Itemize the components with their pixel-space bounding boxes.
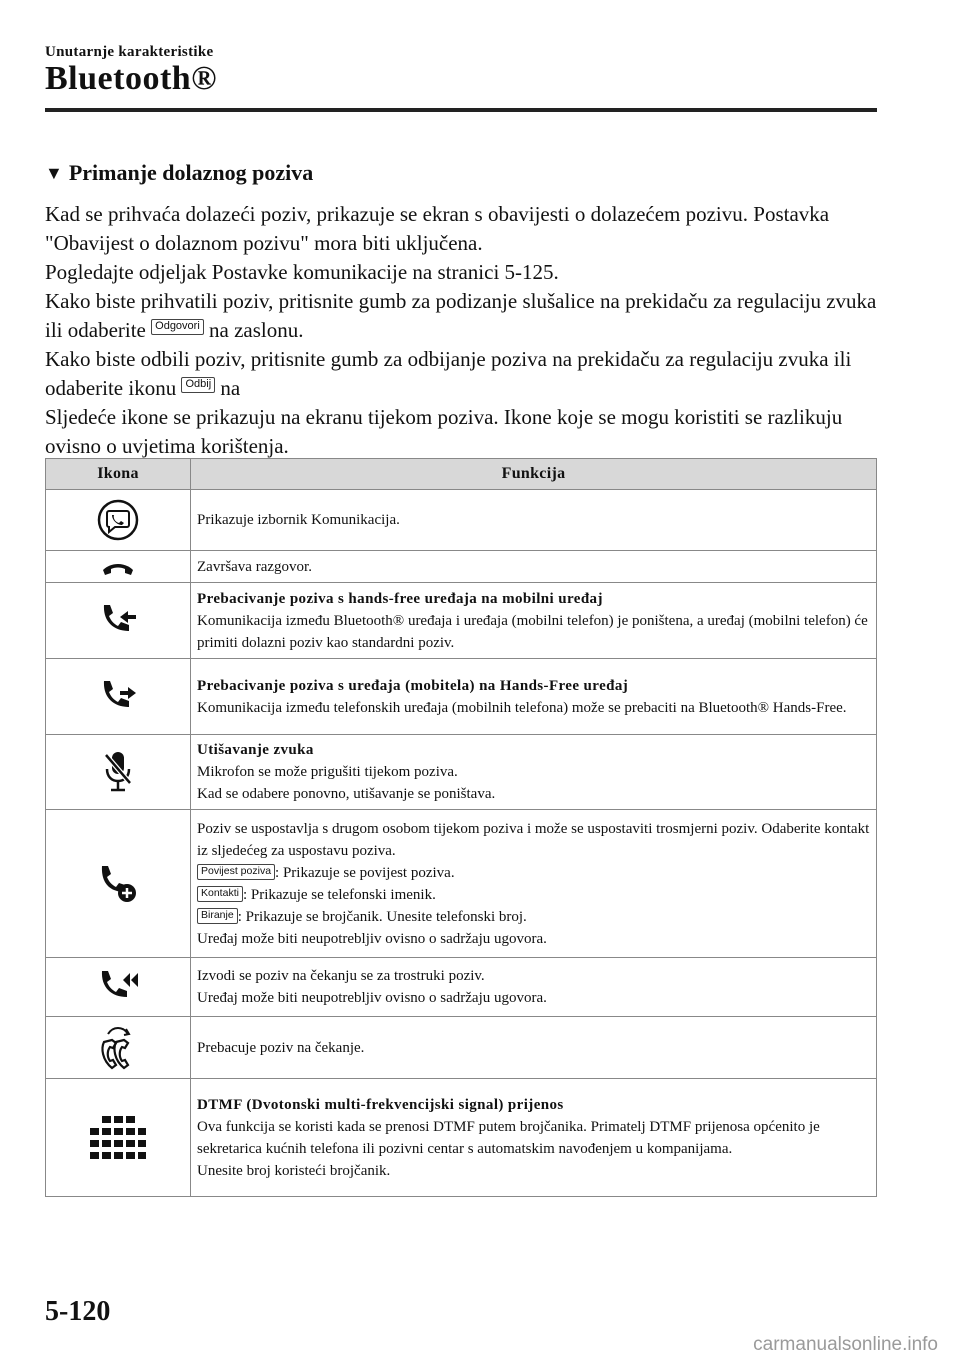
- option-text: : Prikazuje se telefonski imenik.: [242, 886, 436, 903]
- function-text: Završava razgovor.: [197, 558, 312, 575]
- watermark: carmanualsonline.info: [753, 1334, 938, 1355]
- option-text: : Prikazuje se brojčanik. Unesite telefonski broj.: [237, 908, 527, 925]
- icon-cell: [46, 551, 191, 583]
- paragraph: Kad se prihvaća dolazeći poziv, prikazuje se ekran s obavijesti o dolazećem pozivu. Postavka "Obavijest o dolaznom pozivu" mora biti uključena.: [45, 202, 830, 255]
- table-row: [46, 958, 877, 1017]
- option-line: [197, 906, 870, 928]
- table-row: [46, 551, 877, 583]
- function-text: Unesite broj koristeći brojčanik.: [197, 1162, 391, 1179]
- add-call-icon: [96, 862, 140, 906]
- icon-cell: [46, 1017, 191, 1079]
- table-row: [46, 659, 877, 735]
- transfer-to-phone-icon: [96, 601, 140, 641]
- column-header-icon: Ikona: [46, 459, 191, 490]
- call-history-button-label: Povijest poziva: [197, 864, 275, 880]
- subheading-text: Primanje dolaznog poziva: [68, 160, 314, 185]
- table-header-row: [46, 459, 877, 490]
- icon-cell: [46, 810, 191, 958]
- table-row: [46, 1079, 877, 1197]
- table-row: [46, 1017, 877, 1079]
- communication-menu-icon: [96, 498, 140, 542]
- function-text: Komunikacija između Bluetooth® uređaja i uređaja (mobilni telefon) je poništena, a uređaj (mobilni telefon) će primiti dolazni poziv kao standardni poziv.: [197, 612, 868, 651]
- title-rule: [45, 108, 877, 112]
- function-title: DTMF (Dvotonski multi-frekvencijski signal) prijenos: [197, 1096, 564, 1113]
- function-text: Kad se odabere ponovno, utišavanje se poništava.: [197, 786, 496, 802]
- function-text: Izvodi se poziv na čekanju se za trostruki poziv.: [197, 968, 485, 984]
- paragraph: [45, 287, 885, 345]
- option-line: [197, 884, 870, 906]
- function-cell: [191, 659, 877, 735]
- function-text: Prikazuje izbornik Komunikacija.: [197, 512, 400, 528]
- function-cell: [191, 551, 877, 583]
- paragraph: Pogledajte odjeljak Postavke komunikacije na stranici 5-125.: [45, 260, 559, 284]
- function-text: Mikrofon se može prigušiti tijekom poziva.: [197, 764, 458, 780]
- table-row: [46, 810, 877, 958]
- function-title: Prebacivanje poziva s hands-free uređaja na mobilni uređaj: [197, 590, 603, 607]
- function-cell: [191, 583, 877, 659]
- body-text: [45, 200, 885, 461]
- icon-table: [45, 458, 877, 1197]
- paragraph: Sljedeće ikone se prikazuju na ekranu tijekom poziva. Ikone koje se mogu koristiti se razlikuju ovisno o uvjetima korištenja.: [45, 405, 843, 458]
- function-cell: [191, 1017, 877, 1079]
- function-title: Prebacivanje poziva s uređaja (mobitela) na Hands-Free uređaj: [197, 677, 629, 694]
- icon-cell: [46, 583, 191, 659]
- page-number: 5-120: [45, 1296, 111, 1327]
- function-text: Uređaj može biti neupotrebljiv ovisno o sadržaju ugovora.: [197, 990, 547, 1006]
- function-title: Utišavanje zvuka: [197, 742, 314, 758]
- hold-call-icon: [98, 1024, 138, 1072]
- function-text: Komunikacija između telefonskih uređaja (mobilnih telefona) može se prebaciti na Bluetooth® Hands-Free.: [197, 699, 847, 716]
- function-text: Prebacuje poziv na čekanje.: [197, 1039, 365, 1056]
- mute-microphone-icon: [103, 749, 133, 795]
- function-cell: [191, 958, 877, 1017]
- function-cell: [191, 490, 877, 551]
- icon-cell: [46, 735, 191, 810]
- icon-cell: [46, 1079, 191, 1197]
- page-title: Bluetooth®: [45, 60, 218, 97]
- answer-button-label: Odgovori: [151, 319, 204, 335]
- function-cell: [191, 810, 877, 958]
- contacts-button-label: Kontakti: [197, 886, 243, 902]
- merge-call-icon: [96, 967, 140, 1007]
- section-label: Unutarnje karakteristike: [45, 44, 214, 60]
- table-row: [46, 583, 877, 659]
- dial-button-label: Biranje: [197, 908, 238, 924]
- function-text: Poziv se uspostavlja s drugom osobom tijekom poziva i može se uspostaviti trosmjerni poziv. Odaberite kontakt iz sljedećeg za uspostavu poziva.: [197, 820, 870, 859]
- text: Kako biste odbili poziv, pritisnite gumb za odbijanje poziva na prekidaču za regulaciju zvuka ili odaberite ikonu: [45, 347, 852, 400]
- text: na zaslonu.: [209, 318, 304, 342]
- column-header-function: Funkcija: [191, 459, 877, 490]
- icon-cell: [46, 490, 191, 551]
- transfer-to-handsfree-icon: [96, 677, 140, 717]
- option-line: [197, 862, 870, 884]
- reject-button-label: Odbij: [181, 377, 215, 393]
- keypad-icon: [90, 1116, 146, 1160]
- icon-cell: [46, 659, 191, 735]
- function-text: Uređaj može biti neupotrebljiv ovisno o sadržaju ugovora.: [197, 930, 547, 947]
- text: na: [220, 376, 241, 400]
- text: Kako biste prihvatili poziv, pritisnite gumb za podizanje slušalice na prekidaču za regulaciju zvuka ili odaberite: [45, 289, 877, 342]
- option-text: : Prikazuje se povijest poziva.: [275, 864, 455, 881]
- table-row: [46, 490, 877, 551]
- icon-cell: [46, 958, 191, 1017]
- table-row: [46, 735, 877, 810]
- paragraph: [45, 345, 885, 403]
- function-text: Ova funkcija se koristi kada se prenosi DTMF putem brojčanika. Primatelj DTMF prijenosa općenito je sekretarica kućnih telefona ili pozivni centar s automatskim navođenjem u kompanijama.: [197, 1118, 820, 1157]
- triangle-bullet-icon: ▼: [45, 162, 63, 183]
- end-call-icon: [100, 556, 136, 578]
- subheading: [45, 160, 313, 186]
- function-cell: [191, 735, 877, 810]
- function-cell: [191, 1079, 877, 1197]
